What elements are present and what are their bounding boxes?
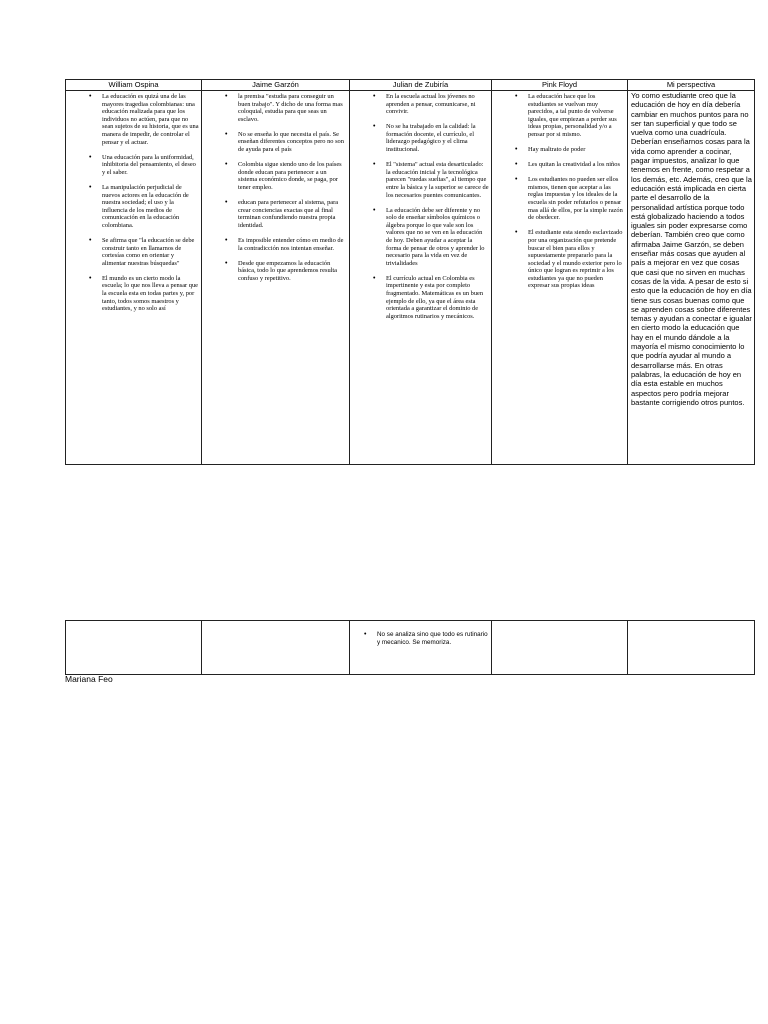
cell-jaime-garzon <box>202 91 350 465</box>
header-william-ospina: William Ospina <box>66 80 202 91</box>
list-item: • Una educación para la uniformidad, inhibitoria del pensamiento, el deseo y el saber. <box>102 154 199 177</box>
bullet-list <box>202 93 349 282</box>
body-row <box>66 91 755 465</box>
bullet-list <box>350 621 491 646</box>
list-item: • la premisa "estudia para conseguir un buen trabajo". Y dicho de una forma mas coloquial, estudia para que seas un esclavo. <box>238 93 347 123</box>
continuation-row <box>66 621 755 675</box>
list-item: • Colombia sigue siendo uno de los países donde educan para pertenecer a un sistema económico donde, se paga, por tener empleo. <box>238 161 347 191</box>
list-item: • El mundo es un cierto modo la escuela; lo que nos lleva a pensar que la escuela esta en todas partes y, por tanto, todos somos maestros y estudiantes, y no solo así <box>102 275 199 313</box>
list-item: • En la escuela actual los jóvenes no aprenden a pensar, comunicarse, ni convivir. <box>386 93 489 116</box>
cell-pink-floyd <box>492 91 628 465</box>
list-item: • Es imposible entender cómo en medio de la contradicción nos intentan enseñar. <box>238 237 347 252</box>
list-item: • La educación debe ser diferente y no solo de enseñar símbolos químicos o álgebra porque lo que vale son los valores que no se ven en la educación de hoy. Deben ayudar a aceptar la forma de pensar de otros y aprender lo necesario para la vida en vez de trivialidades <box>386 207 489 268</box>
list-item: • El "sistema" actual esta desarticulado: la educación inicial y la tecnológica parecen "ruedas sueltas", al tiempo que entre la básica y la superior se carece de los necesarios puentes comunicantes. <box>386 161 489 199</box>
list-item: • Desde que empezamos la educación básica, todo lo que aprendemos resulta confuso y repetitivo. <box>238 260 347 283</box>
empty-cell <box>66 621 202 675</box>
list-item: • Los estudiantes no pueden ser ellos mismos, tienen que aceptar a las reglas impuestas y los ideales de la escuela sin poder refutarlos o pensar mas allá de ellos, por la simple razón de obedecer. <box>528 176 625 222</box>
cell-julian-de-zubiria <box>350 91 492 465</box>
list-item: • La educación es quizá una de las mayores tragedias colombianas: una educación realizada para que los individuos no actúen, para que no sean sujetos de su historia, que es una manera de impedir, de controlar el pensar y el actuar. <box>102 93 199 146</box>
bullet-list <box>492 93 627 290</box>
list-item: • No se enseña lo que necesita el país. Se enseñan diferentes conceptos pero no son de ayuda para el país <box>238 131 347 154</box>
header-pink-floyd: Pink Floyd <box>492 80 628 91</box>
comparison-table <box>65 79 755 465</box>
list-item: • Hay maltrato de poder <box>528 146 625 154</box>
continuation-table <box>65 620 755 675</box>
empty-cell <box>202 621 350 675</box>
list-item: • Se afirma que "la educación se debe construir tanto en llamarnos de cortesías como en orientar y alimentar nuestras búsquedas" <box>102 237 199 267</box>
list-item: • No se analiza sino que todo es rutinario y mecanico. Se memoriza. <box>377 631 489 646</box>
bullet-list <box>66 93 201 313</box>
header-row <box>66 80 755 91</box>
list-item: • La educación hace que los estudiantes se vuelvan muy parecidos, a tal punto de volverse iguales, que empiezan a perder sus ideas propias, personalidad y/o a pensar por si mismo. <box>528 93 625 139</box>
list-item: • No se ha trabajado en la calidad: la formación docente, el currículo, el liderazgo pedagógico y el clima institucional. <box>386 123 489 153</box>
empty-cell <box>628 621 755 675</box>
list-item: • El estudiante esta siendo esclavizado por una organización que pretende buscar el bien para ellos y supuestamente prepararlo para la sociedad y el mundo exterior pero lo único que logran es reprimir a los estudiantes ya que no pueden expresar sus propias ideas <box>528 229 625 290</box>
cell-william-ospina <box>66 91 202 465</box>
list-item: • La manipulación perjudicial de nuevos actores en la educación de nuestra sociedad; el uso y la influencia de los medios de comunicación en la educación colombiana. <box>102 184 199 230</box>
cell-julian-continued <box>350 621 492 675</box>
header-mi-perspectiva: Mi perspectiva <box>628 80 755 91</box>
list-item: • Les quitan la creatividad a los niños <box>528 161 625 169</box>
header-julian-de-zubiria: Julian de Zubiría <box>350 80 492 91</box>
cell-mi-perspectiva: Yo como estudiante creo que la educación de hoy en día debería cambiar en muchos puntos para no ser tan superficial y que todo se vuelva como una cuadrícula. Deberían enseñarnos cosas para la vida como aprender a cocinar, pagar impuestos, analizar lo que tenemos en frente, como respetar a los demás, etc. Además, creo que la educación está implicada en cierta parte el desarrollo de la personalidad artística porque todo está globalizado haciendo a todos iguales sin poder expresarse como deberían. También creo que como afirmaba Jaime Garzón, se deben enseñar más cosas que ayuden al país a mejorar en vez que cosas que casi que no sirven en muchas cosas de la vida. A pesar de esto si esto que la educación de hoy en día tiene sus cosas buenas como que se aprenden cosas sobre diferentes temas y ayudan a conectar e igualar en cierto modo la educación que hay en el mundo dándole a la mayoría el mismo conocimiento lo que podría ayudar al mundo a desarrollarse más. En otras palabras, la educación de hoy en día esta estable en muchos aspectos pero podría mejorar bastante corrigiendo otros puntos. <box>628 91 755 465</box>
list-item: • educan para pertenecer al sistema, para crear conciencias exactas que al final terminan confundiendo nuestra propia identidad. <box>238 199 347 229</box>
bullet-list <box>350 93 491 320</box>
empty-cell <box>492 621 628 675</box>
list-item: • El currículo actual en Colombia es impertinente y esta por completo fragmentado. Matemáticas es un buen ejemplo de ello, ya que el área esta orientada a garantizar el dominio de algoritmos rutinarios y mecánicos. <box>386 275 489 321</box>
author-name: Mariana Feo <box>65 674 113 684</box>
header-jaime-garzon: Jaime Garzón <box>202 80 350 91</box>
